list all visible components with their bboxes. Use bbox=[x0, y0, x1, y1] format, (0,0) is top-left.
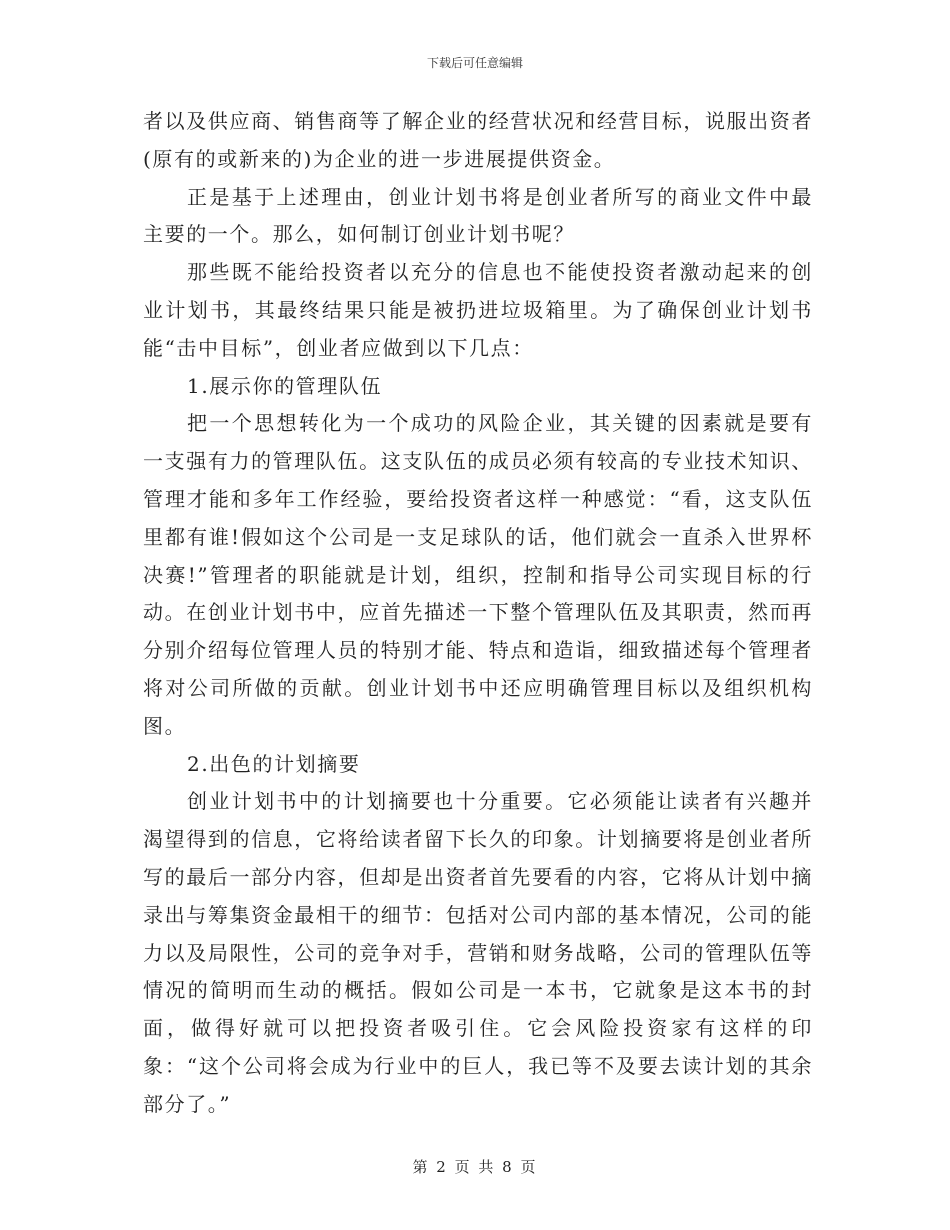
header-note: 下载后可任意编辑 bbox=[426, 56, 523, 70]
paragraph: 正是基于上述理由，创业计划书将是创业者所写的商业文件中最主要的一个。那么，如何制订创业计划书呢？ bbox=[143, 184, 813, 247]
section-heading: 1.展示你的管理队伍 bbox=[187, 373, 383, 398]
section-heading: 2.出色的计划摘要 bbox=[187, 751, 361, 776]
paragraph: 把一个思想转化为一个成功的风险企业，其关键的因素就是要有一支强有力的管理队伍。这支队伍的成员必须有较高的专业技术知识、管理才能和多年工作经验，要给投资者这样一种感觉：“看，这支队伍里都有谁!假如这个公司是一支足球队的话，他们就会一直杀入世界杯决赛!”管理者的职能就是计划，组织，控制和指导公司实现目标的行动。在创业计划书中，应首先描述一下整个管理队伍及其职责，然而再分别介绍每位管理人员的特别才能、特点和造诣，细致描述每个管理者将对公司所做的贡献。创业计划书中还应明确管理目标以及组织机构图。 bbox=[143, 411, 813, 738]
paragraph: 创业计划书中的计划摘要也十分重要。它必须能让读者有兴趣并渴望得到的信息，它将给读者留下长久的印象。计划摘要将是创业者所写的最后一部分内容，但却是出资者首先要看的内容，它将从计划中摘录出与筹集资金最相干的细节：包括对公司内部的基本情况，公司的能力以及局限性，公司的竞争对手，营销和财务战略，公司的管理队伍等情况的简明而生动的概括。假如公司是一本书，它就象是这本书的封面，做得好就可以把投资者吸引住。它会风险投资家有这样的印象：“这个公司将会成为行业中的巨人，我已等不及要去读计划的其余部分了。” bbox=[143, 789, 813, 1116]
body-text bbox=[143, 103, 813, 1124]
paragraph-continuation: 者以及供应商、销售商等了解企业的经营状况和经营目标，说服出资者(原有的或新来的)为企业的进一步进展提供资金。 bbox=[143, 109, 813, 171]
paragraph: 那些既不能给投资者以充分的信息也不能使投资者激动起来的创业计划书，其最终结果只能是被扔进垃圾箱里。为了确保创业计划书能“击中目标”，创业者应做到以下几点： bbox=[143, 260, 813, 360]
page-footer: 第 2 页 共 8 页 bbox=[412, 1158, 538, 1176]
